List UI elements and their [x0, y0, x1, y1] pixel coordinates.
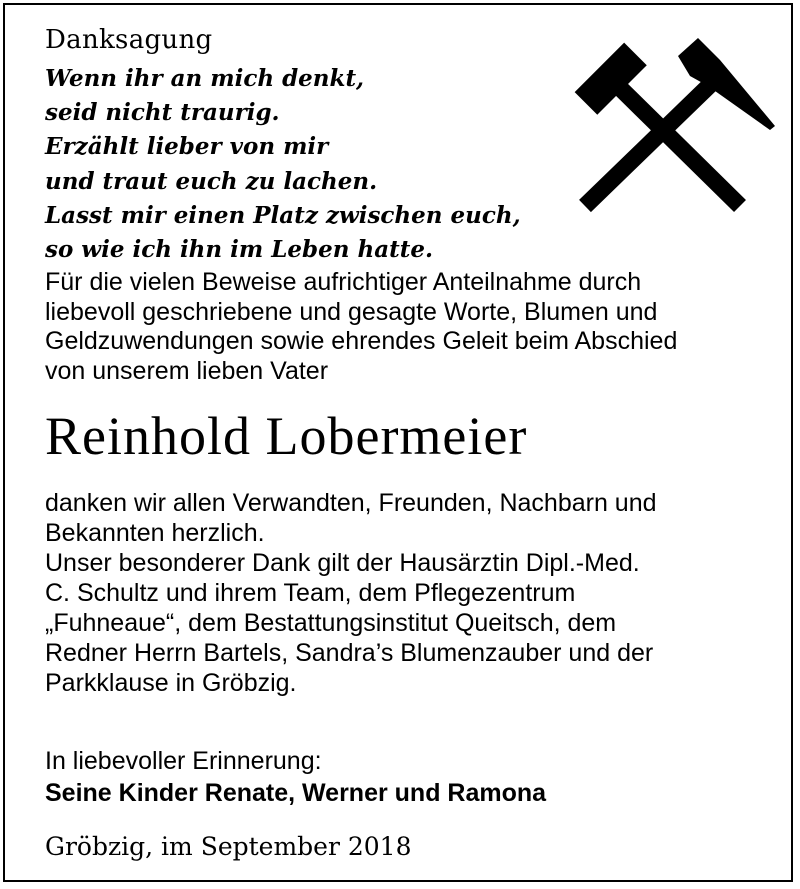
thanks-line: Redner Herrn Bartels, Sandra’s Blumenzauber und der — [45, 639, 654, 667]
poem-line: Erzählt lieber von mir — [45, 133, 329, 161]
notice-heading: Danksagung — [45, 25, 213, 55]
poem — [45, 62, 521, 267]
children-line: Seine Kinder Renate, Werner und Ramona — [45, 779, 547, 807]
place-date: Gröbzig, im September 2018 — [45, 832, 412, 861]
hammer-and-pick-icon — [570, 38, 775, 218]
thanks-text — [45, 488, 765, 698]
memory-line: In liebevoller Erinnerung: — [45, 747, 322, 775]
intro-line: liebevoll geschriebene und gesagte Worte, Blumen und — [45, 297, 658, 326]
poem-line: so wie ich ihn im Leben hatte. — [45, 236, 433, 264]
closing — [45, 745, 546, 809]
intro-line: von unserem lieben Vater — [45, 356, 329, 385]
poem-line: seid nicht traurig. — [45, 99, 280, 127]
intro-line: Geldzuwendungen sowie ehrendes Geleit beim Abschied — [45, 327, 678, 355]
poem-line: und traut euch zu lachen. — [45, 167, 378, 195]
thanks-line: danken wir allen Verwandten, Freunden, Nachbarn und — [45, 489, 657, 517]
thanks-line: C. Schultz und ihrem Team, dem Pflegezentrum — [45, 579, 576, 607]
intro-line: Für die vielen Beweise aufrichtiger Anteilnahme durch — [45, 268, 642, 296]
thanks-line: Parkklause in Gröbzig. — [45, 669, 297, 697]
deceased-name: Reinhold Lobermeier — [45, 406, 528, 466]
poem-line: Wenn ihr an mich denkt, — [45, 65, 365, 92]
thanks-line: „Fuhneaue“, dem Bestattungsinstitut Queitsch, dem — [45, 609, 617, 637]
thanks-line: Unser besonderer Dank gilt der Hausärztin Dipl.-Med. — [45, 549, 640, 577]
poem-line: Lasst mir einen Platz zwischen euch, — [45, 201, 521, 229]
thanks-line: Bekannten herzlich. — [45, 519, 265, 547]
intro-text — [45, 268, 765, 386]
